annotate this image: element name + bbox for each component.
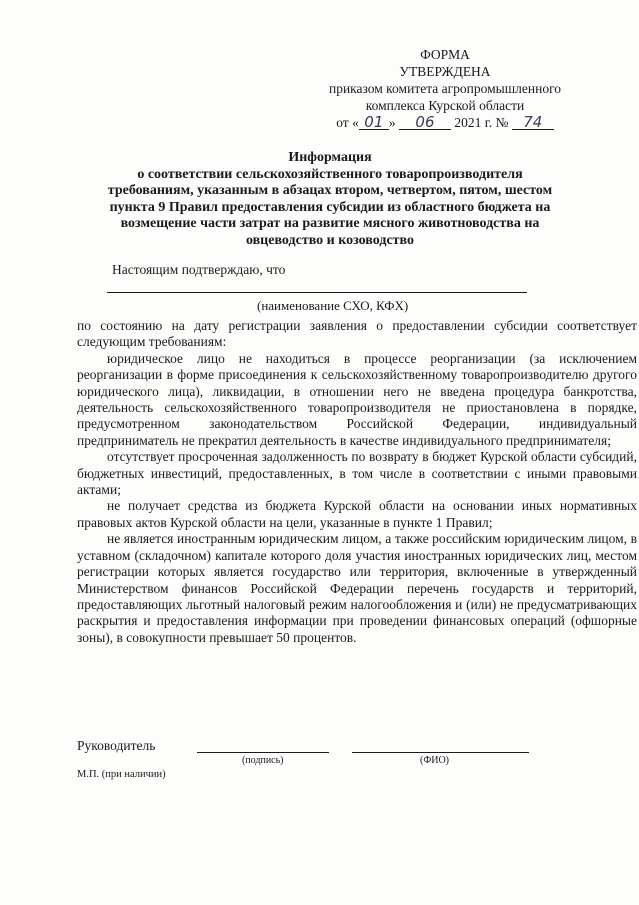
title-line-1: Информация bbox=[288, 150, 372, 165]
signature-caption: (подпись) bbox=[242, 755, 284, 766]
approval-block bbox=[300, 46, 590, 131]
year-text: 2021 г. № bbox=[450, 115, 512, 130]
handwritten-day: 01 bbox=[359, 115, 389, 130]
approved-label: УТВЕРЖДЕНА bbox=[399, 64, 491, 79]
signature-label: Руководитель bbox=[77, 738, 156, 753]
confirm-text: Настоящим подтверждаю, что bbox=[112, 262, 286, 277]
document-title bbox=[80, 150, 580, 249]
handwritten-number: 74 bbox=[512, 115, 554, 130]
requirement-reorganization: юридическое лицо не находиться в процессе реорганизации (за исключением реорганизации в форме присоединения к сельскохозяйственному товаропроизводителю другого юридического лица), ликвидации, в отношении него не введена процедура банкротства, деятельность сельскохозяйственного товаропроизводителя не приостановлена в порядке, предусмотренном законодательством Российской Федерации, индивидуальный предприниматель не прекратил деятельность в качестве индивидуального предпринимателя; bbox=[77, 350, 637, 448]
title-line-5: возмещение части затрат на развитие мясного животноводства на bbox=[120, 216, 540, 231]
title-line-2: о соответствии сельскохозяйственного товаропроизводителя bbox=[137, 166, 523, 182]
order-line-2: комплекса Курской области bbox=[365, 98, 525, 113]
approval-date-line bbox=[300, 114, 590, 131]
form-label: ФОРМА bbox=[420, 47, 470, 62]
organization-name-caption: (наименование СХО, КФХ) bbox=[257, 298, 409, 313]
stamp-note: М.П. (при наличии) bbox=[77, 769, 166, 780]
full-name-field[interactable] bbox=[352, 752, 529, 753]
requirement-no-other-funds: не получает средства из бюджета Курской области на основании иных нормативных правовых актов Курской области на цели, указанные в пункте 1 Правил; bbox=[77, 498, 637, 530]
full-name-caption: (ФИО) bbox=[420, 755, 450, 766]
signature-field[interactable] bbox=[197, 752, 329, 753]
handwritten-month: 06 bbox=[399, 115, 451, 130]
date-prefix: от « bbox=[336, 115, 359, 130]
requirements-body bbox=[77, 318, 637, 646]
date-mid: » bbox=[388, 115, 399, 130]
requirement-not-foreign: не является иностранным юридическим лицом, а также российским юридическим лицом, в уставном (складочном) капитале которого доля участия иностранных юридических лиц, местом регистрации которых является государство или территория, включенные в утвержденный Министерством финансов Российской Федерации перечень государств и территорий, предоставляющих льготный налоговый режим налогообложения и (или) не предусматривающих раскрытия и предоставления информации при проведении финансовых операций (офшорные зоны), в совокупности превышает 50 процентов. bbox=[77, 531, 637, 645]
requirement-no-debt: отсутствует просроченная задолженность по возврату в бюджет Курской области субсидий, бюджетных инвестиций, предоставленных, в том числе в соответствии с иными правовыми актами; bbox=[77, 449, 637, 498]
organization-name-field[interactable] bbox=[107, 292, 527, 293]
order-line-1: приказом комитета агропромышленного bbox=[328, 81, 562, 96]
title-line-6: овцеводство и козоводство bbox=[245, 232, 415, 248]
title-line-3: требованиям, указанным в абзацах втором, четвертом, пятом, шестом bbox=[107, 183, 553, 198]
body-intro: по состоянию на дату регистрации заявления о предоставлении субсидии соответствует следующим требованиям: bbox=[77, 318, 637, 350]
title-line-4: пункта 9 Правил предоставления субсидии из областного бюджета на bbox=[109, 199, 551, 215]
